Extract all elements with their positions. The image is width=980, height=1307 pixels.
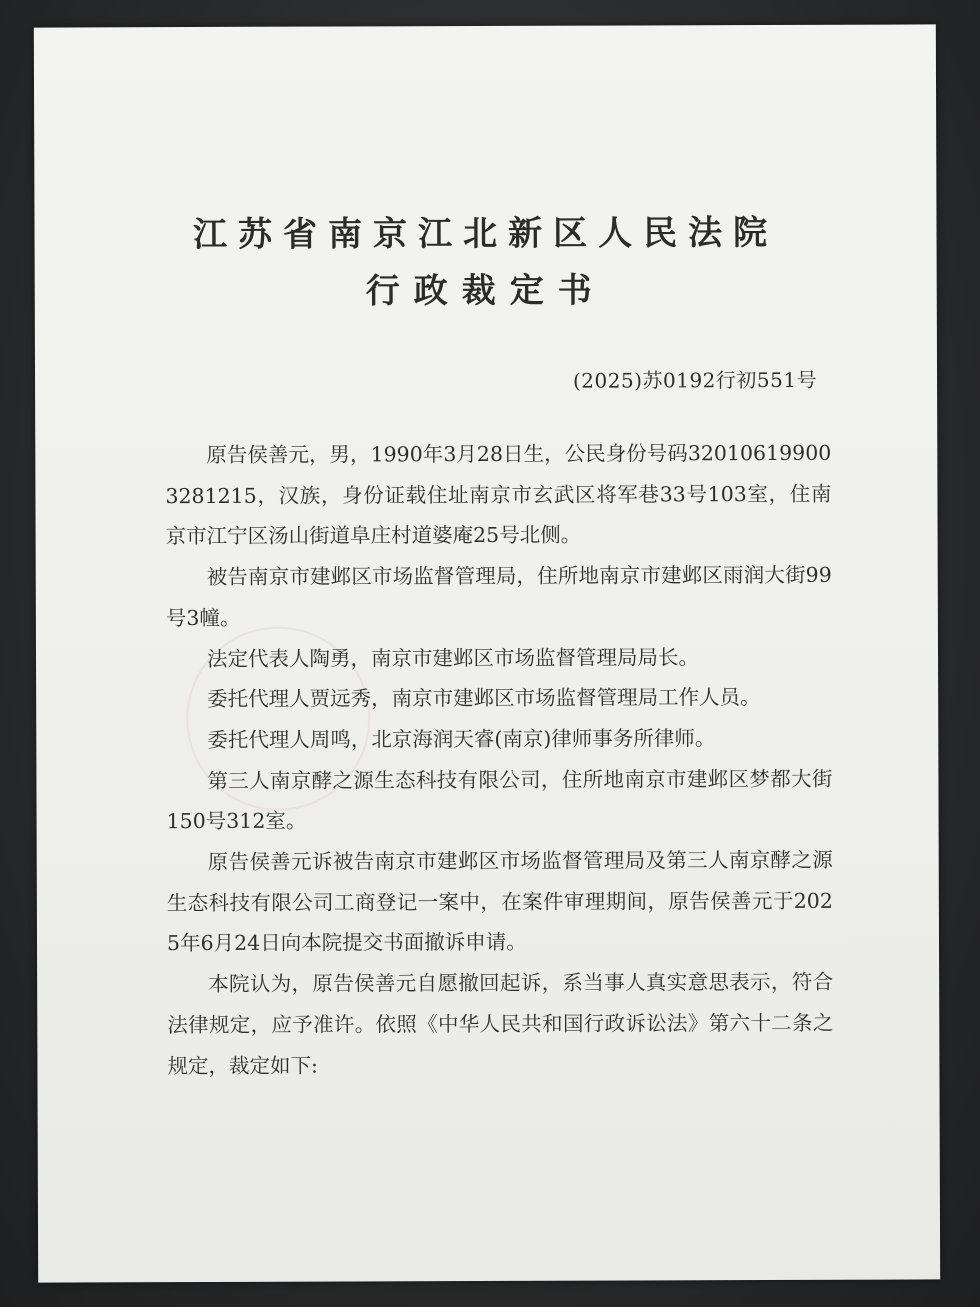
case-number: (2025)苏0192行初551号 [572, 367, 818, 393]
paragraph-plaintiff: 原告侯善元，男，1990年3月28日生，公民身份号码320106199003281215，汉族，身份证载住址南京市玄武区将军巷33号103室，住南京市江宁区汤山街道阜庄村道婆庵25号北侧。 [165, 440, 832, 549]
paragraph-court-opinion: 本院认为，原告侯善元自愿撤回起诉，系当事人真实意思表示，符合法律规定，应予准许。依照《中华人民共和国行政诉讼法》第六十二条之规定，裁定如下: [167, 969, 834, 1078]
paragraph-agent-1: 委托代理人贾远秀，南京市建邺区市场监督管理局工作人员。 [207, 685, 761, 712]
ruling-body [165, 433, 833, 1087]
paragraph-defendant: 被告南京市建邺区市场监督管理局，住所地南京市建邺区雨润大街99号3幢。 [165, 562, 832, 630]
paper-sheet [34, 24, 940, 1282]
court-name-heading: 江苏省南京江北新区人民法院 [192, 212, 779, 256]
paragraph-agent-2: 委托代理人周鸣，北京海润天睿(南京)律师事务所律师。 [207, 726, 716, 752]
document-title: 行政裁定书 [365, 270, 606, 312]
paragraph-third-party: 第三人南京酵之源生态科技有限公司，住所地南京市建邺区梦都大街150号312室。 [166, 766, 833, 834]
paragraph-case-summary: 原告侯善元诉被告南京市建邺区市场监督管理局及第三人南京酵之源生态科技有限公司工商登记一案中，在案件审理期间，原告侯善元于2025年6月24日向本院提交书面撤诉申请。 [166, 847, 833, 956]
paragraph-legal-representative: 法定代表人陶勇，南京市建邺区市场监督管理局局长。 [206, 644, 700, 671]
